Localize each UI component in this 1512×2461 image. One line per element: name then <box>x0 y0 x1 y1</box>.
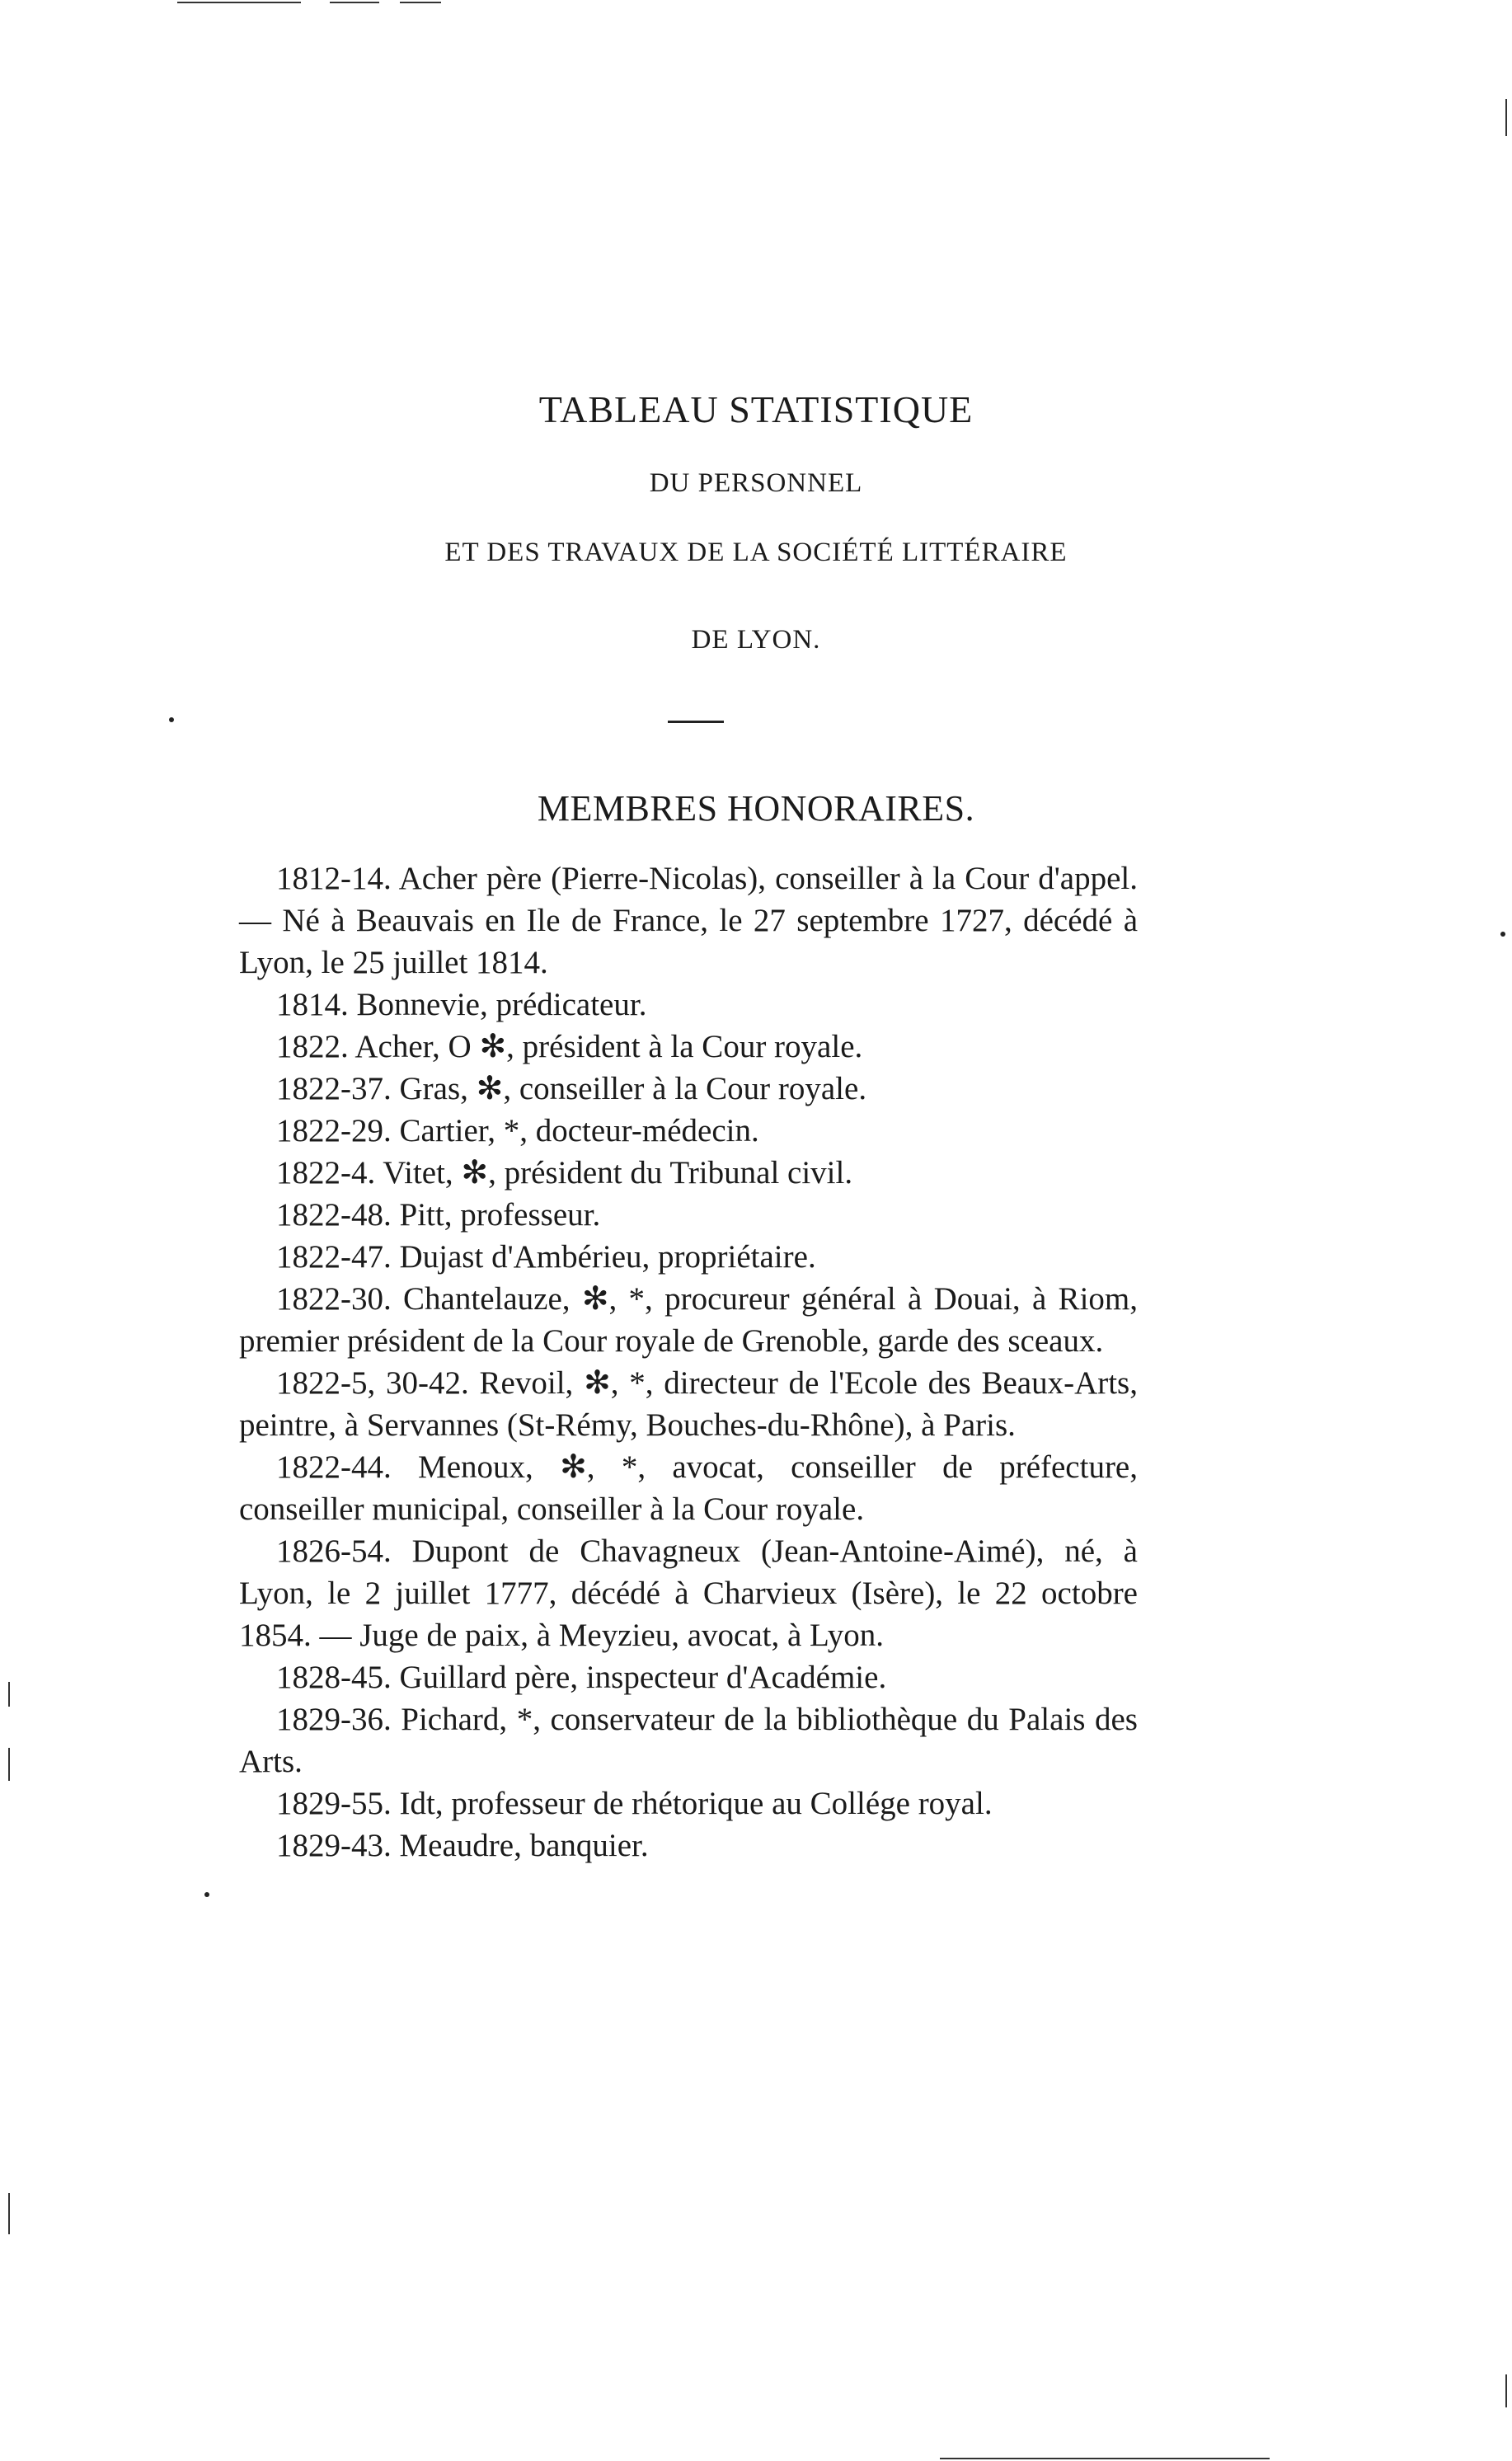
entry-text: Pichard, *, conservateur de la bibliothèque du Palais des Arts. <box>239 1702 1138 1779</box>
entry-years: 1822-44. <box>276 1449 392 1485</box>
entry-text: Idt, professeur de rhétorique au Collége royal. <box>391 1786 993 1821</box>
ink-speck <box>1500 932 1505 937</box>
member-entry <box>239 1782 1138 1825</box>
entry-text: Meaudre, banquier. <box>391 1828 649 1863</box>
ink-speck <box>204 1892 209 1897</box>
entry-text: Vitet, ✻, président du Tribunal civil. <box>375 1155 853 1191</box>
members-list <box>239 857 1138 1867</box>
entry-years: 1822-37. <box>276 1071 392 1106</box>
member-entry <box>239 1278 1138 1362</box>
member-entry <box>239 1236 1138 1278</box>
entry-years: 1822. <box>276 1029 349 1064</box>
left-edge-mark <box>8 1748 10 1781</box>
right-edge-mark <box>1505 99 1507 136</box>
member-entry <box>239 1194 1138 1236</box>
entry-text: Guillard père, inspecteur d'Académie. <box>391 1660 887 1695</box>
subtitle-line-2: ET DES TRAVAUX DE LA SOCIÉTÉ LITTÉRAIRE <box>444 538 1068 567</box>
entry-years: 1822-47. <box>276 1239 392 1275</box>
member-entry <box>239 1656 1138 1698</box>
entry-years: 1829-36. <box>276 1702 392 1737</box>
member-entry <box>239 1825 1138 1867</box>
entry-text: Gras, ✻, conseiller à la Cour royale. <box>391 1071 867 1106</box>
entry-text: Acher père (Pierre-Nicolas), conseiller à la Cour d'appel. — Né à Beauvais en Ile de France, le 27 septembre 1727, décédé à Lyon, le 25 juillet 1814. <box>239 861 1138 980</box>
member-entry <box>239 1698 1138 1782</box>
entry-years: 1826-54. <box>276 1533 392 1569</box>
entry-text: Revoil, ✻, *, directeur de l'Ecole des Beaux-Arts, peintre, à Servannes (St-Rémy, Bouches-du-Rhône), à Paris. <box>239 1365 1138 1443</box>
section-heading: MEMBRES HONORAIRES. <box>537 788 975 829</box>
entry-years: 1822-29. <box>276 1113 392 1148</box>
entry-text: Menoux, ✻, *, avocat, conseiller de préfecture, conseiller municipal, conseiller à la Cour royale. <box>239 1449 1138 1527</box>
top-edge-mark <box>177 2 301 3</box>
subtitle-line-3: DE LYON. <box>691 625 821 655</box>
member-entry <box>239 1026 1138 1068</box>
entry-text: Cartier, *, docteur-médecin. <box>391 1113 759 1148</box>
entry-years: 1822-4. <box>276 1155 376 1191</box>
entry-text: Dujast d'Ambérieu, propriétaire. <box>391 1239 816 1275</box>
ink-speck <box>169 717 174 722</box>
member-entry <box>239 1362 1138 1446</box>
entry-text: Dupont de Chavagneux (Jean-Antoine-Aimé), né, à Lyon, le 2 juillet 1777, décédé à Charvieux (Isère), le 22 octobre 1854. — Juge de paix, à Meyzieu, avocat, à Lyon. <box>239 1533 1138 1653</box>
entry-years: 1829-55. <box>276 1786 392 1821</box>
top-edge-mark <box>400 2 441 3</box>
member-entry <box>239 1068 1138 1110</box>
member-entry <box>239 1446 1138 1530</box>
member-entry <box>239 984 1138 1026</box>
top-edge-mark <box>330 2 379 3</box>
right-edge-mark <box>1505 2374 1507 2407</box>
left-edge-mark <box>8 2193 10 2234</box>
entry-years: 1814. <box>276 987 349 1022</box>
entry-text: Acher, O ✻, président à la Cour royale. <box>348 1029 863 1064</box>
entry-years: 1812-14. <box>276 861 392 896</box>
entry-text: Bonnevie, prédicateur. <box>348 987 647 1022</box>
member-entry <box>239 1152 1138 1194</box>
member-entry <box>239 1530 1138 1656</box>
entry-years: 1822-5, 30-42. <box>276 1365 469 1401</box>
entry-text: Pitt, professeur. <box>391 1197 601 1233</box>
left-edge-mark <box>8 1682 10 1707</box>
entry-years: 1822-48. <box>276 1197 392 1233</box>
member-entry <box>239 857 1138 984</box>
entry-years: 1829-43. <box>276 1828 392 1863</box>
subtitle-line-1: DU PERSONNEL <box>649 468 863 498</box>
entry-text: Chantelauze, ✻, *, procureur général à Douai, à Riom, premier président de la Cour royale de Grenoble, garde des sceaux. <box>239 1281 1138 1359</box>
member-entry <box>239 1110 1138 1152</box>
title-separator-rule <box>668 721 724 723</box>
entry-years: 1828-45. <box>276 1660 392 1695</box>
entry-years: 1822-30. <box>276 1281 392 1317</box>
page-title: TABLEAU STATISTIQUE <box>538 388 974 430</box>
bottom-edge-mark <box>940 2458 1270 2459</box>
